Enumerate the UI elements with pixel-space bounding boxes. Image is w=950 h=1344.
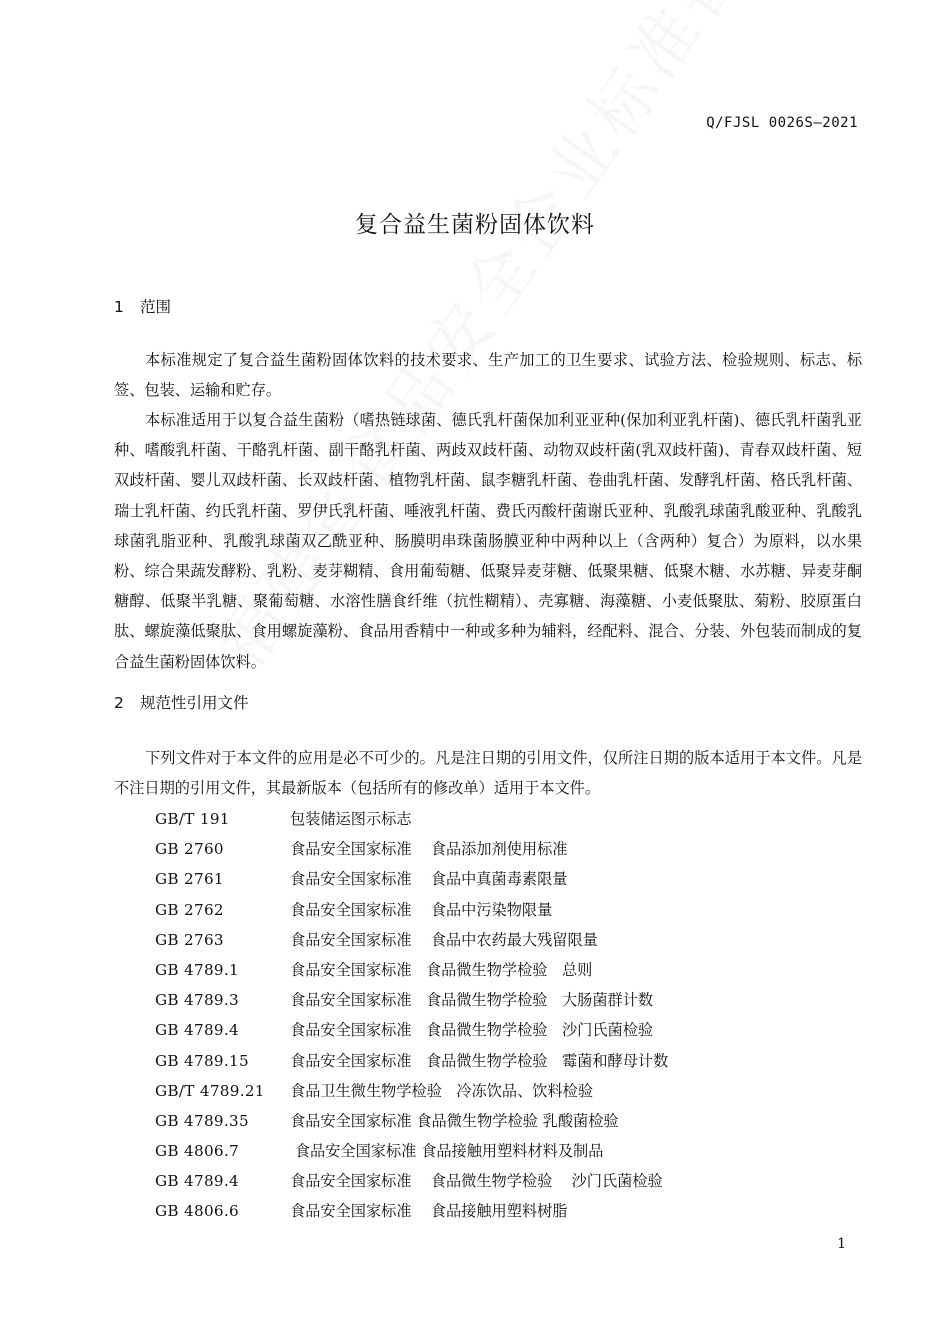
- reference-item: [155, 864, 668, 894]
- scope-paragraph-2: 本标准适用于以复合益生菌粉（嗜热链球菌、德氏乳杆菌保加利亚亚种(保加利亚乳杆菌)、德氏乳杆菌乳亚种、嗜酸乳杆菌、干酪乳杆菌、副干酪乳杆菌、两歧双歧杆菌、动物双歧杆菌(乳双歧杆菌)、青春双歧杆菌、短双歧杆菌、婴儿双歧杆菌、长双歧杆菌、植物乳杆菌、鼠李糖乳杆菌、卷曲乳杆菌、发酵乳杆菌、格氏乳杆菌、瑞士乳杆菌、约氏乳杆菌、罗伊氏乳杆菌、唾液乳杆菌、费氏丙酸杆菌谢氏亚种、乳酸乳球菌乳酸亚种、乳酸乳球菌乳脂亚种、乳酸乳球菌双乙酰亚种、肠膜明串珠菌肠膜亚种中两种以上（含两种）复合）为原料，以水果粉、综合果蔬发酵粉、乳粉、麦芽糊精、食用葡萄糖、低聚异麦芽糖、低聚果糖、低聚木糖、水苏糖、异麦芽酮糖醇、低聚半乳糖、聚葡萄糖、水溶性膳食纤维（抗性糊精）、壳寡糖、海藻糖、小麦低聚肽、菊粉、胶原蛋白肽、螺旋藻低聚肽、食用螺旋藻粉、食品用香精中一种或多种为辅料，经配料、混合、分装、外包装而制成的复合益生菌粉固体饮料。: [114, 411, 862, 671]
- reference-item: [155, 1106, 668, 1136]
- reference-code: GB 4789.4: [155, 1021, 239, 1040]
- reference-code: GB 4789.15: [155, 1051, 249, 1070]
- reference-item: [155, 1046, 668, 1076]
- reference-item: [155, 1015, 668, 1045]
- reference-code: GB 4789.3: [155, 991, 239, 1010]
- reference-title: 食品安全国家标准 食品微生物学检验 总则: [290, 960, 593, 979]
- section-title: 范围: [140, 298, 172, 316]
- reference-title: 食品安全国家标准 食品中农药最大残留限量: [290, 930, 598, 949]
- reference-title: 食品安全国家标准 食品中污染物限量: [290, 900, 553, 919]
- reference-item: [155, 1136, 668, 1166]
- section-heading-normative-references: [114, 691, 249, 713]
- reference-title: 食品安全国家标准 食品接触用塑料树脂: [290, 1202, 568, 1221]
- reference-code: GB 4806.6: [155, 1202, 239, 1221]
- section-title: 规范性引用文件: [140, 694, 249, 712]
- reference-list: [155, 804, 668, 1227]
- reference-item: [155, 804, 668, 834]
- reference-title: 食品安全国家标准 食品中真菌毒素限量: [290, 870, 568, 889]
- reference-code: GB 4789.4: [155, 1172, 239, 1191]
- reference-title: 食品安全国家标准 食品微生物学检验 霉菌和酵母计数: [290, 1051, 669, 1070]
- reference-code: GB 4789.35: [155, 1111, 249, 1130]
- references-intro-paragraph: 下列文件对于本文件的应用是必不可少的。凡是注日期的引用文件，仅所注日期的版本适用于本文件。凡是不注日期的引用文件，其最新版本（包括所有的修改单）适用于本文件。: [114, 749, 862, 798]
- section-number: 2: [114, 694, 124, 712]
- reference-item: [155, 985, 668, 1015]
- reference-title: 食品安全国家标准 食品添加剂使用标准: [290, 840, 568, 859]
- reference-title: 食品安全国家标准 食品微生物学检验 大肠菌群计数: [290, 991, 654, 1010]
- reference-title: 包装储运图示标志: [290, 810, 412, 828]
- reference-item: [155, 955, 668, 985]
- document-title: 复合益生菌粉固体饮料: [355, 212, 595, 238]
- reference-title: 食品卫生微生物学检验 冷冻饮品、饮料检验: [290, 1081, 594, 1100]
- section-heading-scope: [114, 295, 171, 317]
- reference-item: [155, 834, 668, 864]
- reference-code: GB 2763: [155, 930, 224, 949]
- reference-code: GB/T 4789.21: [155, 1081, 265, 1100]
- reference-title: 食品安全国家标准 食品微生物学检验 乳酸菌检验: [290, 1111, 619, 1130]
- reference-item: [155, 1166, 668, 1196]
- reference-code: GB 2761: [155, 870, 224, 889]
- page-number: 1: [837, 1236, 846, 1252]
- reference-code: GB 2762: [155, 900, 224, 919]
- document-code: Q/FJSL 0026S—2021: [706, 115, 858, 131]
- reference-title: 食品安全国家标准 食品微生物学检验 沙门氏菌检验: [290, 1172, 663, 1191]
- reference-title: 食品安全国家标准 食品接触用塑料材料及制品: [290, 1142, 604, 1161]
- reference-item: [155, 1196, 668, 1226]
- reference-code: GB 2760: [155, 840, 224, 859]
- scope-paragraph-1: 本标准规定了复合益生菌粉固体饮料的技术要求、生产加工的卫生要求、试验方法、检验规则、标志、标签、包装、运输和贮存。: [114, 351, 862, 400]
- section-number: 1: [114, 298, 124, 316]
- reference-item: [155, 925, 668, 955]
- reference-item: [155, 895, 668, 925]
- reference-code: GB 4806.7: [155, 1142, 239, 1161]
- reference-code: GB/T 191: [155, 810, 230, 828]
- reference-title: 食品安全国家标准 食品微生物学检验 沙门氏菌检验: [290, 1021, 654, 1040]
- reference-item: [155, 1076, 668, 1106]
- reference-code: GB 4789.1: [155, 960, 239, 979]
